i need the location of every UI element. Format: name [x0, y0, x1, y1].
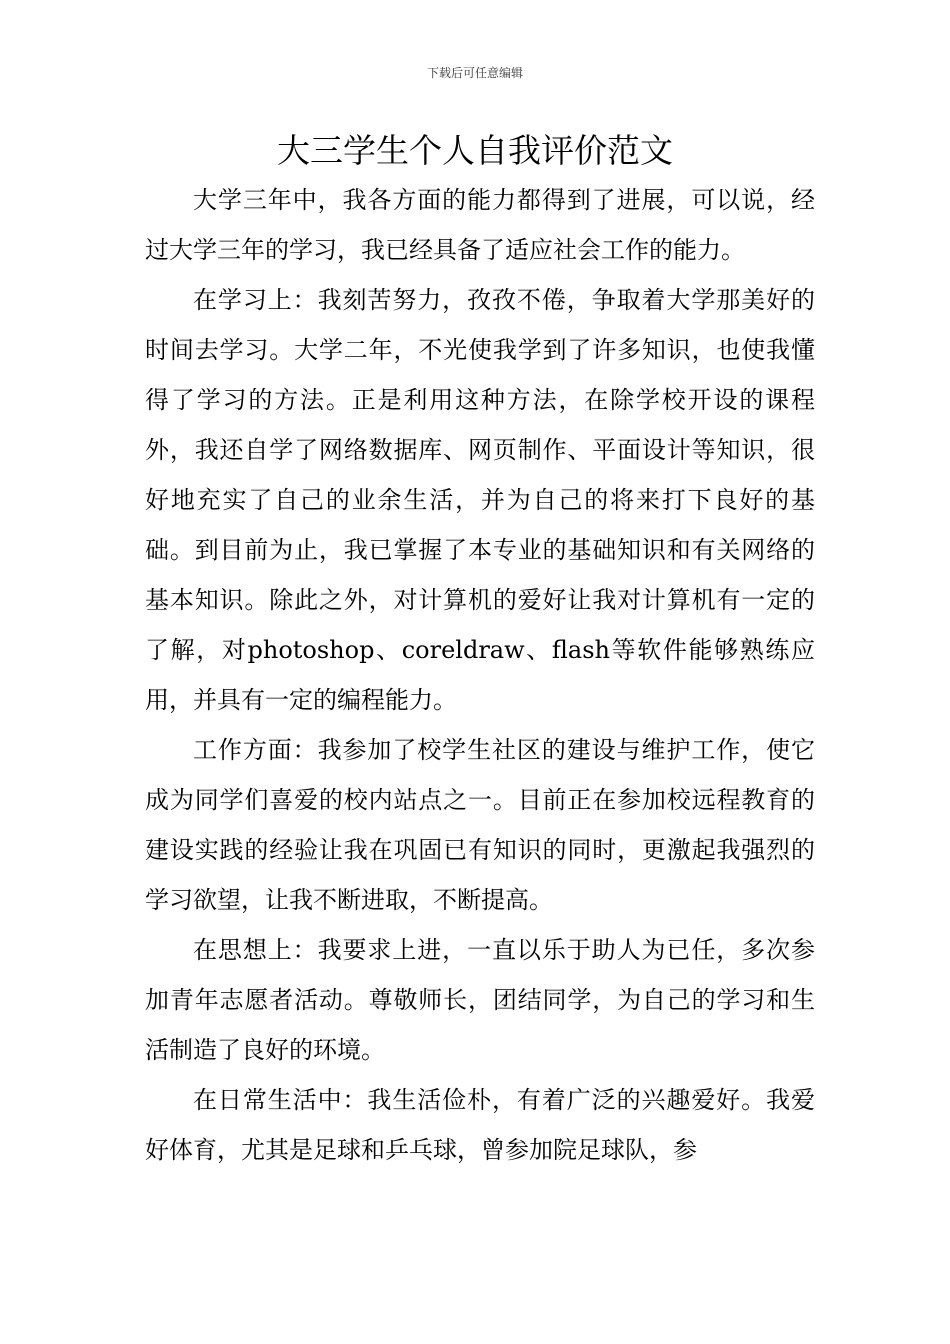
paragraph: 在日常生活中：我生活俭朴，有着广泛的兴趣爱好。我爱好体育，尤其是足球和乒乓球，曾参加院足球队，参	[145, 1086, 815, 1164]
document-title: 大三学生个人自我评价范文	[277, 131, 673, 170]
document-body	[145, 175, 815, 1175]
paragraph: 大学三年中，我各方面的能力都得到了进展，可以说，经过大学三年的学习，我已经具备了适应社会工作的能力。	[145, 186, 815, 264]
paragraph: 在学习上：我刻苦努力，孜孜不倦，争取着大学那美好的时间去学习。大学二年，不光使我学到了许多知识，也使我懂得了学习的方法。正是利用这种方法，在除学校开设的课程外，我还自学了网络数据库、网页制作、平面设计等知识，很好地充实了自己的业余生活，并为自己的将来打下良好的基础。到目前为止，我已掌握了本专业的基础知识和有关网络的基本知识。除此之外，对计算机的爱好让我对计算机有一定的了解，对photoshop、coreldraw、flash等软件能够熟练应用，并具有一定的编程能力。	[145, 286, 815, 714]
paragraph: 在思想上：我要求上进，一直以乐于助人为已任，多次参加青年志愿者活动。尊敬师长，团结同学，为自己的学习和生活制造了良好的环境。	[145, 936, 815, 1064]
paragraph: 工作方面：我参加了校学生社区的建设与维护工作，使它成为同学们喜爱的校内站点之一。目前正在参加校远程教育的建设实践的经验让我在巩固已有知识的同时，更激起我强烈的学习欲望，让我不断进取，不断提高。	[145, 736, 815, 914]
header-note: 下载后可任意编辑	[426, 66, 523, 80]
